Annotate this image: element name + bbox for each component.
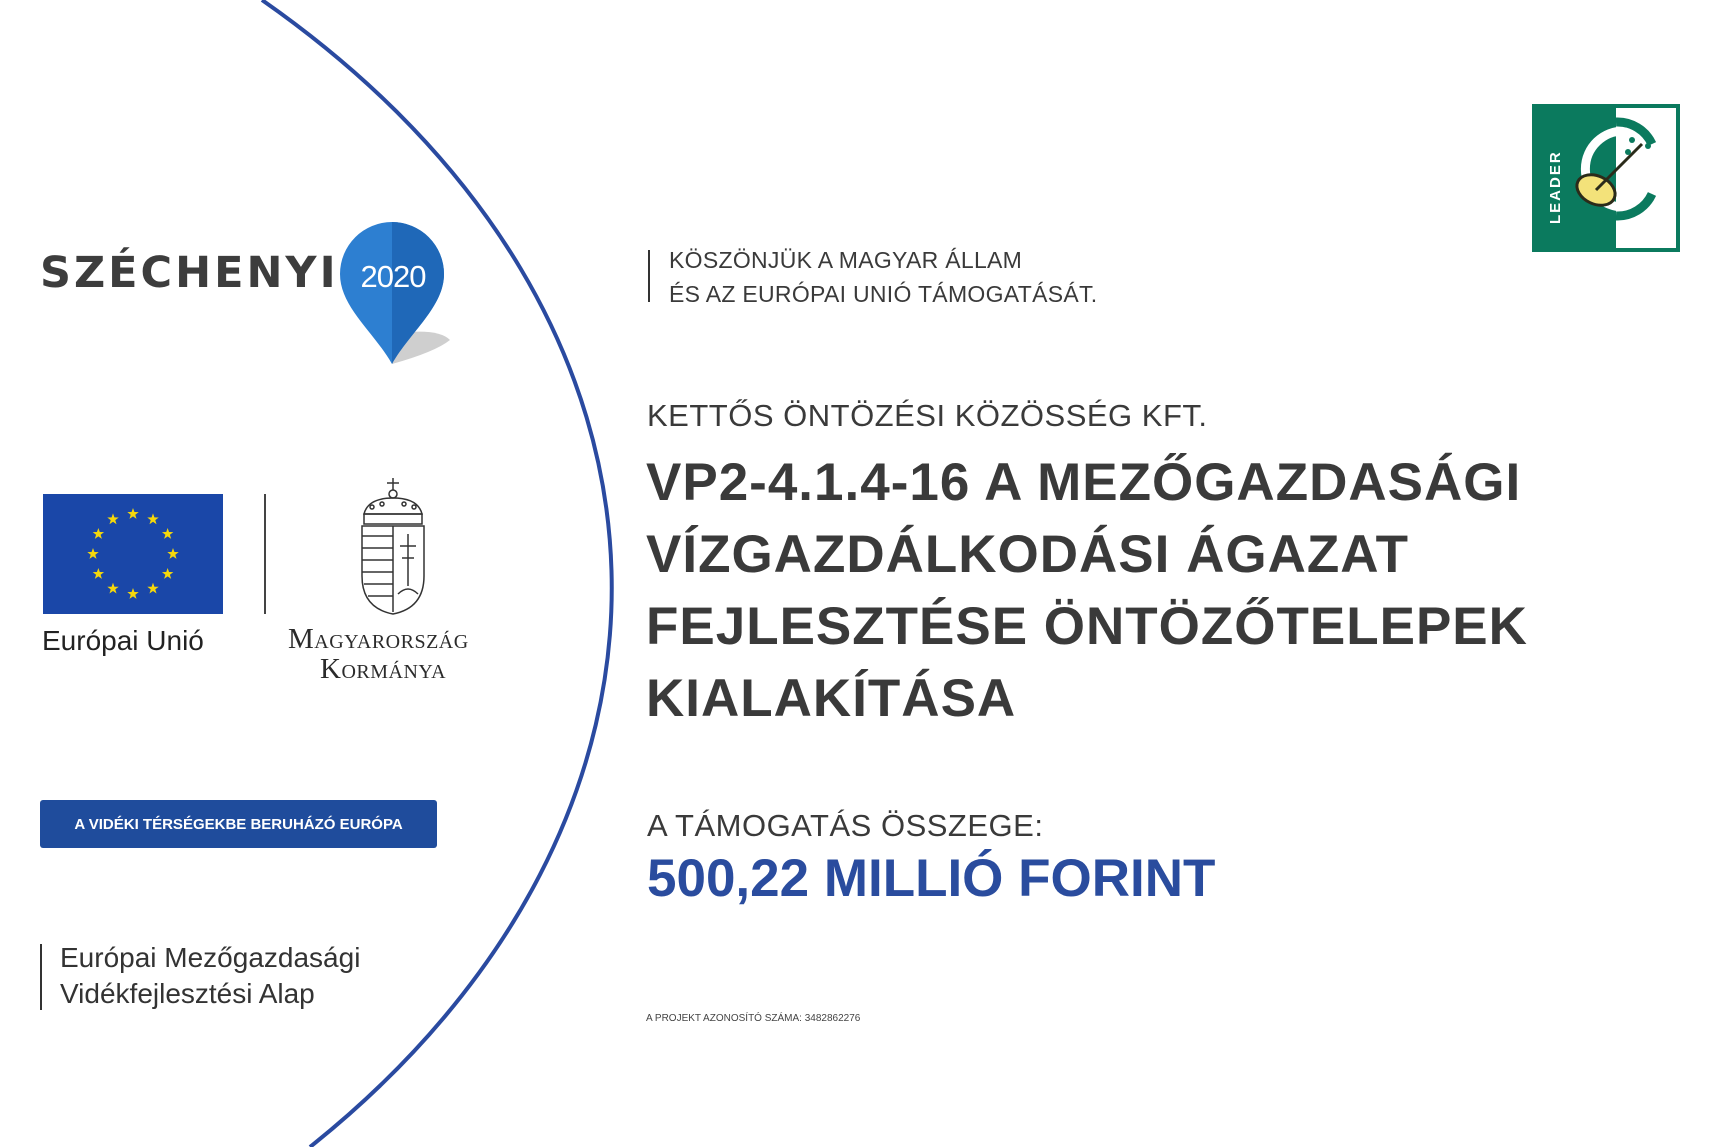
program-banner: A VIDÉKI TÉRSÉGEKBE BERUHÁZÓ EURÓPA [40, 800, 437, 848]
leader-logo [1532, 104, 1680, 252]
hungarian-coat-of-arms-icon [358, 476, 428, 616]
szechenyi-year: 2020 [360, 259, 426, 294]
logo-separator [264, 494, 266, 614]
support-label: A TÁMOGATÁS ÖSSZEGE: [647, 808, 1044, 843]
project-title-line4: KIALAKÍTÁSA [646, 669, 1017, 728]
government-name-line2: Kormánya [320, 653, 447, 685]
project-id: A PROJEKT AZONOSÍTÓ SZÁMA: 3482862276 [646, 1013, 861, 1024]
project-title-line1: VP2-4.1.4-16 A MEZŐGAZDASÁGI [646, 453, 1522, 512]
fund-name-line2: Vidékfejlesztési Alap [60, 978, 315, 1009]
government-name-line1: Magyarország [288, 623, 469, 655]
project-title-line2: VÍZGAZDÁLKODÁSI ÁGAZAT [646, 525, 1409, 584]
fund-name-line1: Európai Mezőgazdasági [60, 942, 361, 973]
szechenyi-logo-text: SZÉCHENYI [40, 248, 339, 298]
beneficiary-name: KETTŐS ÖNTÖZÉSI KÖZÖSSÉG KFT. [647, 398, 1208, 433]
thanks-accent-bar [648, 250, 650, 302]
thanks-line1: KÖSZÖNJÜK A MAGYAR ÁLLAM [669, 247, 1023, 273]
project-title-line3: FEJLESZTÉSE ÖNTÖZŐTELEPEK [646, 597, 1528, 656]
eu-label: Európai Unió [42, 625, 204, 656]
eu-flag-icon [43, 494, 223, 614]
leader-label: LEADER [1547, 150, 1564, 224]
fund-accent-bar [40, 944, 42, 1010]
thanks-line2: ÉS AZ EURÓPAI UNIÓ TÁMOGATÁSÁT. [669, 281, 1098, 307]
support-amount: 500,22 MILLIÓ FORINT [647, 849, 1216, 908]
